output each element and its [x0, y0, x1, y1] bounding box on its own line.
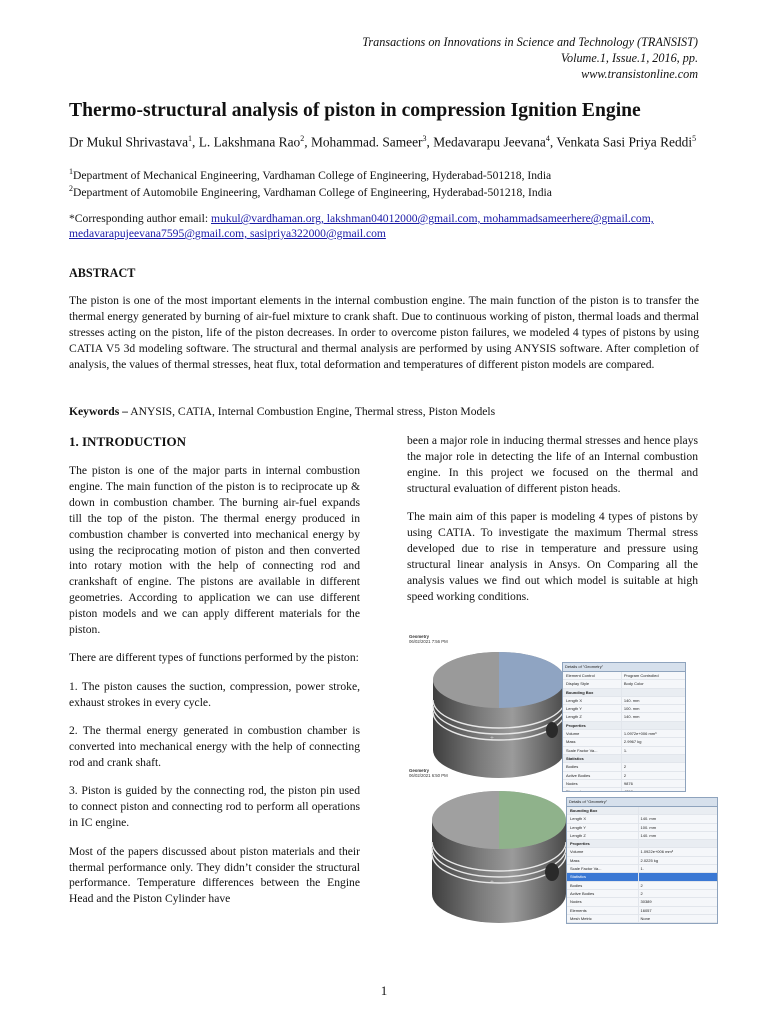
panel-row-value: 2 [623, 764, 627, 770]
panel-row-key: Length Y [563, 705, 622, 712]
panel-row-key: Mesh Metric [567, 915, 639, 922]
panel-row-key: Statistics [567, 873, 639, 880]
panel-row [563, 689, 685, 697]
panel-row [563, 747, 685, 755]
panel-row-key: Length Y [567, 824, 639, 831]
panel-row-key: Properties [567, 840, 639, 847]
panel-row [567, 848, 717, 856]
panel-row [567, 915, 717, 923]
panel-row-value: 30389 [640, 899, 652, 905]
panel-row [563, 763, 685, 771]
panel-row [563, 755, 685, 763]
journal-name: Transactions on Innovations in Science and Technology (TRANSIST) [362, 35, 698, 49]
panel-row-value: 16057 [640, 907, 652, 913]
panel-row-key: Active Bodies [567, 890, 639, 897]
panel-row [567, 907, 717, 915]
panel-row-value: 140. mm [623, 697, 640, 703]
panel-row-key: Nodes [563, 780, 622, 787]
paragraph: The main aim of this paper is modeling 4 types of pistons by using CATIA. To investigate the maximum Thermal stress developed due to rise in temperature and pressure using structural linear analysis in Ansys. On Comparing all the analysis values we find out which model is suitable at high speed working conditions. [407, 510, 698, 603]
panel-row-key: Active Bodies [563, 772, 622, 779]
panel-row-key: Elements [567, 907, 639, 914]
affiliation-2 [69, 184, 552, 199]
panel-row-value: 2 [640, 890, 643, 896]
author-name: L. Lakshmana Rao [198, 134, 301, 150]
panel-row-key: Properties [563, 722, 622, 729]
panel-row [563, 772, 685, 780]
panel-row [563, 730, 685, 738]
paragraph: Most of the papers discussed about piston materials and their thermal performance only. They didn’t consider the structural performance. Temperature differences between the Engine Head and the Piston Cylinder have [69, 844, 360, 906]
panel-row-key: Length Z [567, 832, 639, 839]
paragraph: There are different types of functions performed by the piston: [69, 651, 359, 665]
panel-row-key: Bounding Box [563, 689, 622, 696]
panel-row-key: Length X [567, 815, 639, 822]
author-name: Venkata Sasi Priya Reddi [556, 134, 693, 150]
panel-row-value: 4798 [623, 789, 633, 792]
figure-bottom-date: 06/02/2021 6:50 PM [409, 773, 448, 778]
author-sup: 3 [422, 134, 427, 143]
author-list [69, 130, 719, 150]
geometry-details-panel-top [562, 662, 686, 792]
panel-row-value: None [640, 915, 651, 921]
panel-row-key: Nodes [567, 898, 639, 905]
panel-row [563, 780, 685, 788]
svg-text:+: + [490, 878, 494, 886]
author-separator: , [426, 134, 434, 150]
panel-row-value: 9876 [623, 780, 633, 786]
panel-row [567, 890, 717, 898]
panel-row-value: 1.0922e+006 mm³ [640, 849, 674, 855]
author-separator: , [549, 134, 557, 150]
panel-row [563, 738, 685, 746]
affiliation-2-text: Department of Automobile Engineering, Vardhaman College of Engineering, Hyderabad-501218, India [73, 185, 552, 199]
panel-row-value: Program Controlled [623, 673, 659, 678]
panel-row-value: Body Color [623, 681, 644, 687]
panel-row-value [639, 923, 641, 924]
paragraph: 2. The thermal energy generated in combustion chamber is converted into mechanical energy with the help of connecting rod and crank shaft. [69, 724, 360, 769]
panel-row-value: 2.0225 kg [640, 857, 659, 863]
section-heading-introduction: 1. INTRODUCTION [69, 434, 187, 449]
panel-row-key: Mass [563, 738, 622, 745]
panel-row-value: 2 [640, 882, 643, 888]
author-sup: 4 [545, 134, 550, 143]
panel-row [567, 815, 717, 823]
piston-model-top-image [420, 640, 578, 780]
abstract-heading: ABSTRACT [69, 266, 136, 280]
panel-row-key: Scale Factor Va... [563, 747, 622, 754]
panel-row-key: Statistics [563, 755, 622, 762]
left-column [69, 463, 360, 920]
svg-text:+: + [490, 734, 494, 742]
panel-row-value: 100. mm [640, 824, 657, 830]
paragraph: The piston is one of the major parts in internal combustion engine. The main function of the piston is to reciprocate up & down in combustion chamber. The burning air-fuel expands till the top of the piston. The thermal energy produced in combustion chamber is converted into mechanical energy by using the reciprocating motion of piston and then converted into rotary motion with the help of connecting rod and crankshaft of engine. The pistons are available in different geometries. According to application we can use different piston models and we can apply different materials for the piston. [69, 464, 360, 637]
panel-row-key: Bodies [567, 882, 639, 889]
panel-row-key: Bodies [563, 763, 622, 770]
panel-row-value [622, 689, 624, 696]
journal-website[interactable]: www.transistonline.com [581, 67, 698, 81]
panel-row [567, 807, 717, 815]
panel-row [567, 832, 717, 840]
panel-title: Details of "Geometry" [563, 663, 685, 672]
panel-row [567, 840, 717, 848]
panel-row-value: 1.0972e+006 mm³ [623, 731, 657, 737]
affiliation-1 [69, 167, 551, 182]
affiliation-2-sup: 2 [69, 184, 73, 193]
author-name: Dr Mukul Shrivastava [69, 134, 189, 150]
panel-row-key: Volume [563, 730, 622, 737]
panel-row-key: Element Control [563, 672, 622, 679]
author-name: Medavarapu Jeevana [433, 134, 546, 150]
author-separator: , [304, 134, 311, 150]
panel-row [563, 672, 685, 680]
panel-row [563, 722, 685, 730]
author-sup: 1 [188, 134, 193, 143]
panel-row-value: 1. [640, 866, 644, 872]
panel-row [563, 788, 685, 792]
panel-row-value: 1. [623, 747, 628, 753]
panel-row-value [639, 807, 641, 814]
paper-title: Thermo-structural analysis of piston in compression Ignition Engine [69, 100, 641, 121]
panel-row [567, 923, 717, 924]
panel-row-key: Elements [563, 788, 622, 792]
author-sup: 5 [692, 134, 697, 143]
panel-row-key [567, 923, 639, 924]
affiliation-1-sup: 1 [69, 167, 73, 176]
corresponding-author [69, 211, 729, 241]
panel-row-key: Bounding Box [567, 807, 639, 814]
figure-bottom-title: Geometry [409, 768, 430, 773]
panel-title: Details of "Geometry" [567, 798, 717, 807]
panel-row [567, 824, 717, 832]
panel-row [567, 865, 717, 873]
right-column [407, 433, 698, 617]
geometry-details-panel-bottom [566, 797, 718, 924]
panel-row-key: Length Z [563, 713, 622, 720]
keywords-text: ANYSIS, CATIA, Internal Combustion Engine, Thermal stress, Piston Models [127, 405, 496, 418]
panel-row-value: 140. mm [640, 816, 657, 822]
email-links-line1[interactable]: mukul@vardhaman.org, lakshman04012000@gmail.com, mohammadsameerhere@gmail.com, [211, 212, 654, 225]
author-name: Mohammad. Sameer [310, 134, 423, 150]
panel-row-value: 2 [623, 772, 627, 778]
abstract-text: The piston is one of the most important elements in the internal combustion engine. The main function of the piston is to transfer the thermal energy generated by burning of air-fuel mixture to crank shaft. Due to continuous working of piston, thermal loads and thermal stresses acting on the piston, life of the piston decreases. In order to overcome piston failures, we modeled 4 types of pistons by using CATIA V5 3d modeling software. The structural and thermal analysis are performed by using ANYSIS software. After completion of analysis, the values of thermal stresses, heat flux, total deformation and temperatures of different piston models are compared. [69, 294, 699, 371]
panel-row [567, 857, 717, 865]
panel-row-value [622, 755, 624, 762]
keywords-label: Keywords – [69, 405, 128, 418]
panel-row-value: 2.9967 kg [623, 739, 642, 745]
keywords [69, 405, 495, 418]
panel-row-value [639, 873, 641, 880]
panel-row [563, 713, 685, 721]
panel-row-value [622, 722, 624, 729]
panel-row-key: Display Style [563, 680, 622, 687]
panel-row-key: Volume [567, 848, 639, 855]
page-number: 1 [380, 983, 388, 998]
panel-row [567, 882, 717, 890]
panel-row [567, 873, 717, 881]
panel-row [563, 697, 685, 705]
paragraph: 1. The piston causes the suction, compression, power stroke, exhaust strokes in every cycle. [69, 679, 360, 709]
corresponding-label: *Corresponding author email: [69, 212, 211, 225]
panel-row [563, 680, 685, 688]
author-sup: 2 [300, 134, 305, 143]
panel-row-value: 100. mm [623, 706, 640, 712]
email-links-line2[interactable]: medavarapujeevana7595@gmail.com, sasipriya322000@gmail.com [69, 227, 386, 240]
figure-top-date: 06/02/2021 7:56 PM [409, 639, 448, 644]
panel-row-key: Scale Factor Va... [567, 865, 639, 872]
panel-row-value [639, 840, 641, 847]
paragraph: been a major role in inducing thermal stresses and hence plays the major role in detecting the life of an Internal combustion engine. In this project we focused on the thermal and structural evaluation of different piston heads. [407, 434, 698, 495]
volume-info: Volume.1, Issue.1, 2016, pp. [560, 51, 698, 65]
piston-model-bottom-image [420, 776, 578, 926]
paragraph: 3. Piston is guided by the connecting rod, the piston pin used to connect piston and connecting rod to perform all operations in IC engine. [69, 784, 360, 830]
panel-row-key: Length X [563, 697, 622, 704]
author-separator: , [192, 134, 199, 150]
panel-row [567, 898, 717, 906]
panel-row-value: 140. mm [640, 832, 657, 838]
affiliation-1-text: Department of Mechanical Engineering, Vardhaman College of Engineering, Hyderabad-501218, India [73, 168, 552, 182]
panel-row-value: 140. mm [623, 714, 640, 720]
panel-row [563, 705, 685, 713]
figure-top-title: Geometry [409, 634, 430, 639]
panel-row-key: Mass [567, 857, 639, 864]
